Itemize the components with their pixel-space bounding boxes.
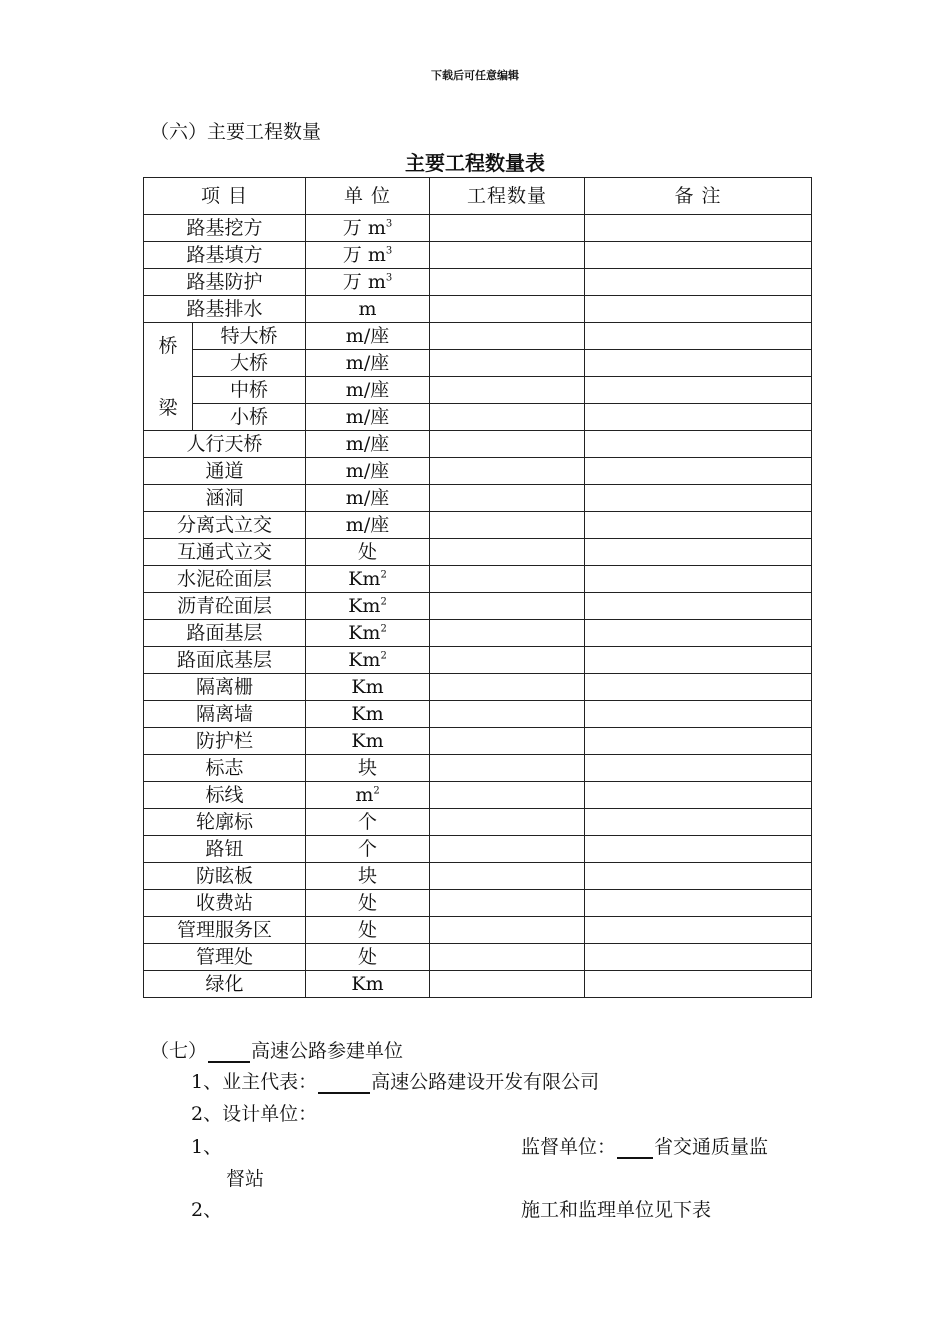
quantity-cell[interactable] [430,917,585,944]
owner-line [191,1067,599,1094]
unit-text: 块 [358,865,378,887]
item-cell: 标线 [144,782,306,809]
item-cell: 大桥 [193,350,306,377]
unit-text: 处 [358,919,378,941]
quantity-cell[interactable] [430,809,585,836]
unit-text: 万 m [342,271,386,293]
unit-cell [306,917,430,944]
quantity-cell[interactable] [430,566,585,593]
column-header-remarks: 备 注 [585,178,812,215]
item-cell: 防护栏 [144,728,306,755]
table-row [144,269,812,296]
unit-cell [306,593,430,620]
bridge-group-label [144,323,193,431]
quantity-cell[interactable] [430,728,585,755]
quantity-cell[interactable] [430,512,585,539]
item-cell: 特大桥 [193,323,306,350]
quantity-cell[interactable] [430,539,585,566]
table-row [144,647,812,674]
column-header-quantity: 工程数量 [430,178,585,215]
table-header-row [144,178,812,215]
unit-superscript: 2 [380,650,387,662]
unit-cell [306,485,430,512]
table-row-bridge [144,350,812,377]
item-cell: 管理处 [144,944,306,971]
header-note: 下载后可任意编辑 [431,69,519,82]
unit-cell [306,755,430,782]
owner-name: 高速公路建设开发有限公司 [371,1071,600,1093]
table-row [144,809,812,836]
item-cell: 轮廓标 [144,809,306,836]
quantity-cell[interactable] [430,620,585,647]
remarks-cell[interactable] [585,215,812,242]
table-row [144,701,812,728]
unit-text: Km [348,595,381,617]
quantity-cell[interactable] [430,944,585,971]
bridge-label-top: 桥 [158,334,178,357]
item-cell: 沥青砼面层 [144,593,306,620]
item-cell: 路面基层 [144,620,306,647]
item-cell: 涵洞 [144,485,306,512]
table-title: 主要工程数量表 [405,151,545,175]
unit-cell [306,728,430,755]
unit-superscript: 2 [373,785,380,797]
unit-cell [306,782,430,809]
unit-superscript: 3 [385,218,393,230]
remarks-cell[interactable] [585,323,812,350]
table-row [144,458,812,485]
design-unit-line: 2、设计单位： [191,1103,318,1125]
remarks-cell[interactable] [585,755,812,782]
unit-cell [306,836,430,863]
owner-label: 1、业主代表： [191,1071,318,1093]
unit-text: m [355,784,374,806]
blank-field[interactable] [208,1045,250,1063]
table-row [144,863,812,890]
unit-text: m/座 [345,487,390,509]
table-row [144,296,812,323]
unit-superscript: 3 [385,245,393,257]
remarks-cell[interactable] [585,242,812,269]
unit-cell: m/座 [306,350,430,377]
unit-text: 个 [358,838,378,860]
item-cell: 小桥 [193,404,306,431]
remarks-cell[interactable] [585,539,812,566]
unit-text: Km [351,973,384,995]
item-2-number: 2、 [191,1199,223,1221]
unit-cell [306,971,430,998]
remarks-cell[interactable] [585,863,812,890]
unit-text: 万 m [342,217,386,239]
unit-text: m/座 [345,460,390,482]
quantity-cell[interactable] [430,971,585,998]
unit-text: 处 [358,892,378,914]
unit-cell: m/座 [306,404,430,431]
unit-cell [306,701,430,728]
remarks-cell[interactable] [585,971,812,998]
unit-cell [306,431,430,458]
blank-field[interactable] [617,1141,653,1159]
unit-cell [306,458,430,485]
unit-text: m [358,298,377,320]
unit-text: 处 [358,541,378,563]
quantity-cell[interactable] [430,377,585,404]
remarks-cell[interactable] [585,377,812,404]
unit-cell [306,269,430,296]
unit-text: Km [348,568,381,590]
table-row [144,512,812,539]
unit-cell [306,809,430,836]
quantity-cell[interactable] [430,647,585,674]
unit-text: 个 [358,811,378,833]
section-6-title: （六）主要工程数量 [150,121,322,143]
unit-cell [306,863,430,890]
item-cell: 收费站 [144,890,306,917]
quantity-cell[interactable] [430,269,585,296]
table-row [144,620,812,647]
unit-cell [306,296,430,323]
table-row [144,215,812,242]
column-header-item: 项 目 [144,178,306,215]
quantity-cell[interactable] [430,242,585,269]
unit-cell: m/座 [306,323,430,350]
table-row [144,944,812,971]
quantity-cell[interactable] [430,836,585,863]
item-cell: 标志 [144,755,306,782]
item-cell: 管理服务区 [144,917,306,944]
item-cell: 通道 [144,458,306,485]
quantity-cell[interactable] [430,485,585,512]
unit-text: 万 m [342,244,386,266]
table-row-bridge [144,377,812,404]
unit-cell [306,242,430,269]
unit-text: Km [351,676,384,698]
unit-cell [306,539,430,566]
remarks-cell[interactable] [585,431,812,458]
remarks-cell[interactable] [585,566,812,593]
table-row [144,971,812,998]
bridge-label-bottom: 梁 [158,396,178,419]
remarks-cell[interactable] [585,782,812,809]
column-header-unit: 单 位 [306,178,430,215]
unit-cell [306,890,430,917]
unit-cell [306,512,430,539]
construction-line: 施工和监理单位见下表 [521,1199,712,1221]
remarks-cell[interactable] [585,512,812,539]
item-cell: 防眩板 [144,863,306,890]
item-cell: 隔离栅 [144,674,306,701]
unit-cell [306,566,430,593]
remarks-cell[interactable] [585,350,812,377]
table-row [144,242,812,269]
quantity-cell[interactable] [430,350,585,377]
table-row [144,674,812,701]
item-cell: 绿化 [144,971,306,998]
table-row [144,539,812,566]
item-cell: 路钮 [144,836,306,863]
table-row [144,593,812,620]
quantity-cell[interactable] [430,701,585,728]
remarks-cell[interactable] [585,917,812,944]
section-7-title-suffix: 高速公路参建单位 [251,1040,404,1062]
item-cell: 人行天桥 [144,431,306,458]
unit-text: m/座 [345,514,390,536]
unit-superscript: 2 [380,569,387,581]
unit-cell: m/座 [306,377,430,404]
item-cell: 分离式立交 [144,512,306,539]
item-cell: 路基防护 [144,269,306,296]
table-row [144,566,812,593]
unit-cell [306,944,430,971]
unit-cell [306,620,430,647]
remarks-cell[interactable] [585,296,812,323]
remarks-cell[interactable] [585,269,812,296]
item-cell: 互通式立交 [144,539,306,566]
quantity-cell[interactable] [430,404,585,431]
quantity-cell[interactable] [430,458,585,485]
table-row-bridge [144,323,812,350]
remarks-cell[interactable] [585,728,812,755]
supervision-continuation: 督站 [226,1168,265,1190]
unit-superscript: 2 [380,596,387,608]
item-1-number: 1、 [191,1136,223,1158]
item-cell: 路基挖方 [144,215,306,242]
unit-cell [306,674,430,701]
unit-superscript: 3 [385,272,393,284]
quantity-table [143,177,812,998]
quantity-cell[interactable] [430,296,585,323]
unit-text: Km [348,622,381,644]
unit-text: Km [351,703,384,725]
blank-field[interactable] [318,1076,370,1094]
remarks-cell[interactable] [585,836,812,863]
quantity-cell[interactable] [430,890,585,917]
table-row [144,782,812,809]
unit-cell [306,647,430,674]
unit-superscript: 2 [380,623,387,635]
section-7-title [150,1036,403,1063]
supervision-label: 监督单位： [521,1136,617,1158]
unit-text: 处 [358,946,378,968]
item-cell: 隔离墙 [144,701,306,728]
remarks-cell[interactable] [585,458,812,485]
unit-text: Km [351,730,384,752]
table-row [144,485,812,512]
remarks-cell[interactable] [585,404,812,431]
table-row [144,431,812,458]
supervision-line [521,1132,768,1159]
section-7-prefix: （七） [150,1040,208,1062]
table-row [144,728,812,755]
remarks-cell[interactable] [585,809,812,836]
quantity-cell[interactable] [430,323,585,350]
remarks-cell[interactable] [585,647,812,674]
quantity-cell[interactable] [430,755,585,782]
table-row [144,755,812,782]
remarks-cell[interactable] [585,701,812,728]
item-cell: 路基填方 [144,242,306,269]
unit-text: m/座 [345,433,390,455]
table-row [144,890,812,917]
supervision-name: 省交通质量监 [654,1136,769,1158]
table-row [144,836,812,863]
quantity-cell[interactable] [430,863,585,890]
quantity-cell[interactable] [430,782,585,809]
item-cell: 路面底基层 [144,647,306,674]
quantity-cell[interactable] [430,431,585,458]
remarks-cell[interactable] [585,485,812,512]
quantity-cell[interactable] [430,215,585,242]
quantity-cell[interactable] [430,593,585,620]
item-cell: 中桥 [193,377,306,404]
remarks-cell[interactable] [585,890,812,917]
quantity-cell[interactable] [430,674,585,701]
unit-cell [306,215,430,242]
remarks-cell[interactable] [585,944,812,971]
table-row [144,917,812,944]
unit-text: 块 [358,757,378,779]
remarks-cell[interactable] [585,593,812,620]
remarks-cell[interactable] [585,620,812,647]
remarks-cell[interactable] [585,674,812,701]
unit-text: Km [348,649,381,671]
table-row-bridge [144,404,812,431]
item-cell: 路基排水 [144,296,306,323]
item-cell: 水泥砼面层 [144,566,306,593]
